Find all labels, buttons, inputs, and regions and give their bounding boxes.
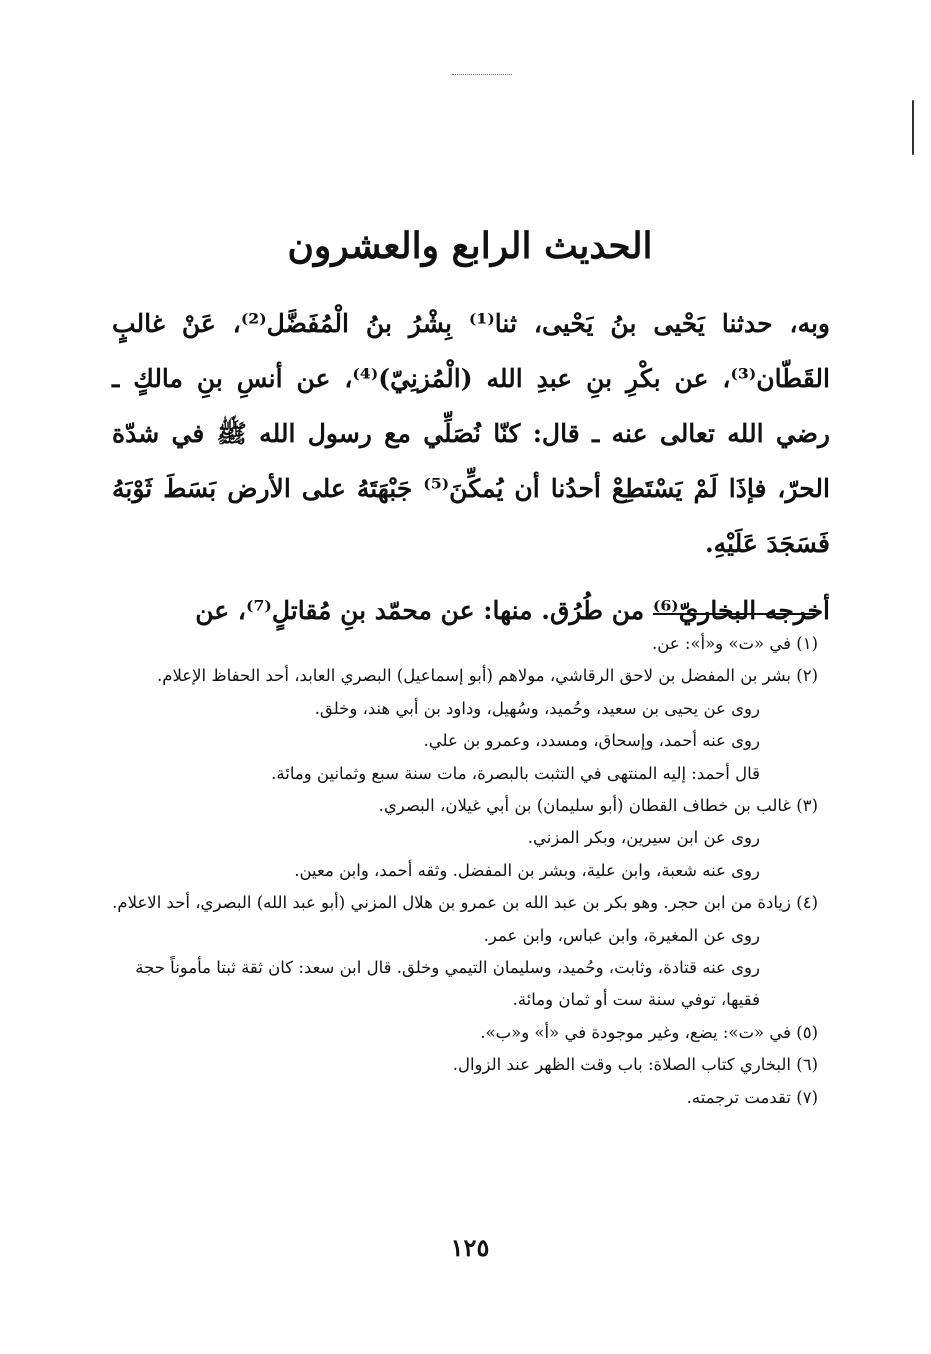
page-number: ١٢٥	[450, 1233, 490, 1262]
footnote-detail-line: روى عن يحيى بن سعيد، وحُميد، وسُهيل، وداود بن أبي هند، وخلق.	[314, 698, 760, 718]
footnote-entry: (١) في «ت» و«أ»: عن.	[651, 634, 818, 653]
footnote-detail-line: قال أحمد: إليه المنتهى في التثبت بالبصرة، مات سنة سبع وثمانين ومائة.	[271, 763, 760, 783]
header-dotted-rule	[452, 74, 512, 75]
footnote-entry: (٢) بشر بن المفضل بن لاحق الرقاشي، مولاهم (أبو إسماعيل) البصري العابد، أحد الحفاظ الإعلام.	[156, 666, 818, 686]
hadith-title: الحديث الرابع والعشرون	[287, 225, 653, 267]
footnote-detail-line: روى عنه أحمد، وإسحاق، ومسدد، وعمرو بن علي.	[423, 731, 760, 751]
footnote-detail-line: روى عن ابن سيرين، وبكر المزني.	[527, 828, 760, 848]
footnote-entry: (٧) تقدمت ترجمته.	[686, 1087, 818, 1107]
footnote-separator	[653, 613, 815, 615]
hadith-body	[112, 296, 830, 638]
footnote-entry: (٣) غالب بن خطاف القطان (أبو سليمان) بن أبي غيلان، البصري.	[378, 796, 818, 816]
margin-mark	[912, 100, 914, 155]
hadith-text-paragraph: وبه، حدثنا يَحْيى بنُ يَحْيى، ثنا⁽¹⁾ بِشْرُ بنُ الْمُفَضَّل⁽²⁾، عَنْ غالبٍ القَطّان⁽³⁾، عن بكْرِ بنِ عبدِ الله (الْمُزنِيّ)⁽⁴⁾، عن أنسِ بنِ مالكٍ ـ رضي الله تعالى عنه ـ قال: كنّا نُصَلِّي مع رسول الله ﷺ في شدّة الحرّ، فإذَا لَمْ يَسْتَطِعْ أحدُنا أن يُمكِّنَ⁽⁵⁾ جَبْهَتَهُ على الأرض بَسَطَ ثَوْبَهُ فَسَجَدَ عَلَيْهِ.	[112, 309, 831, 558]
footnote-entry: (٦) البخاري كتاب الصلاة: باب وقت الظهر عند الزوال.	[452, 1055, 818, 1075]
footnote-entry: (٤) زيادة من ابن حجر. وهو بكر بن عبد الله بن عمرو بن هلال المزني (أبو عبد الله) البصري، أحد الاعلام.	[112, 893, 818, 913]
footnotes-section	[112, 628, 818, 1114]
footnote-detail-line: روى عنه شعبة، وابن علية، وبشر بن المفضل. وثقه أحمد، وابن معين.	[294, 860, 760, 880]
footnote-detail-line: روى عنه قتادة، وثابت، وحُميد، وسليمان التيمي وخلق. قال ابن سعد: كان ثقة ثبتا مأموناً حجة فقيها، توفي سنة ست أو ثمان ومائة.	[135, 958, 760, 1010]
footnote-entry: (٥) في «ت»: يضع، وغير موجودة في «أ» و«ب».	[480, 1022, 818, 1042]
footnote-detail-line: روى عن المغيرة، وابن عباس، وابن عمر.	[483, 925, 760, 945]
takhrij-paragraph: أخرجه البخاريّ⁽⁶⁾ من طُرُق. منها: عن محمّد بنِ مُقاتلٍ⁽⁷⁾، عن	[195, 596, 830, 625]
